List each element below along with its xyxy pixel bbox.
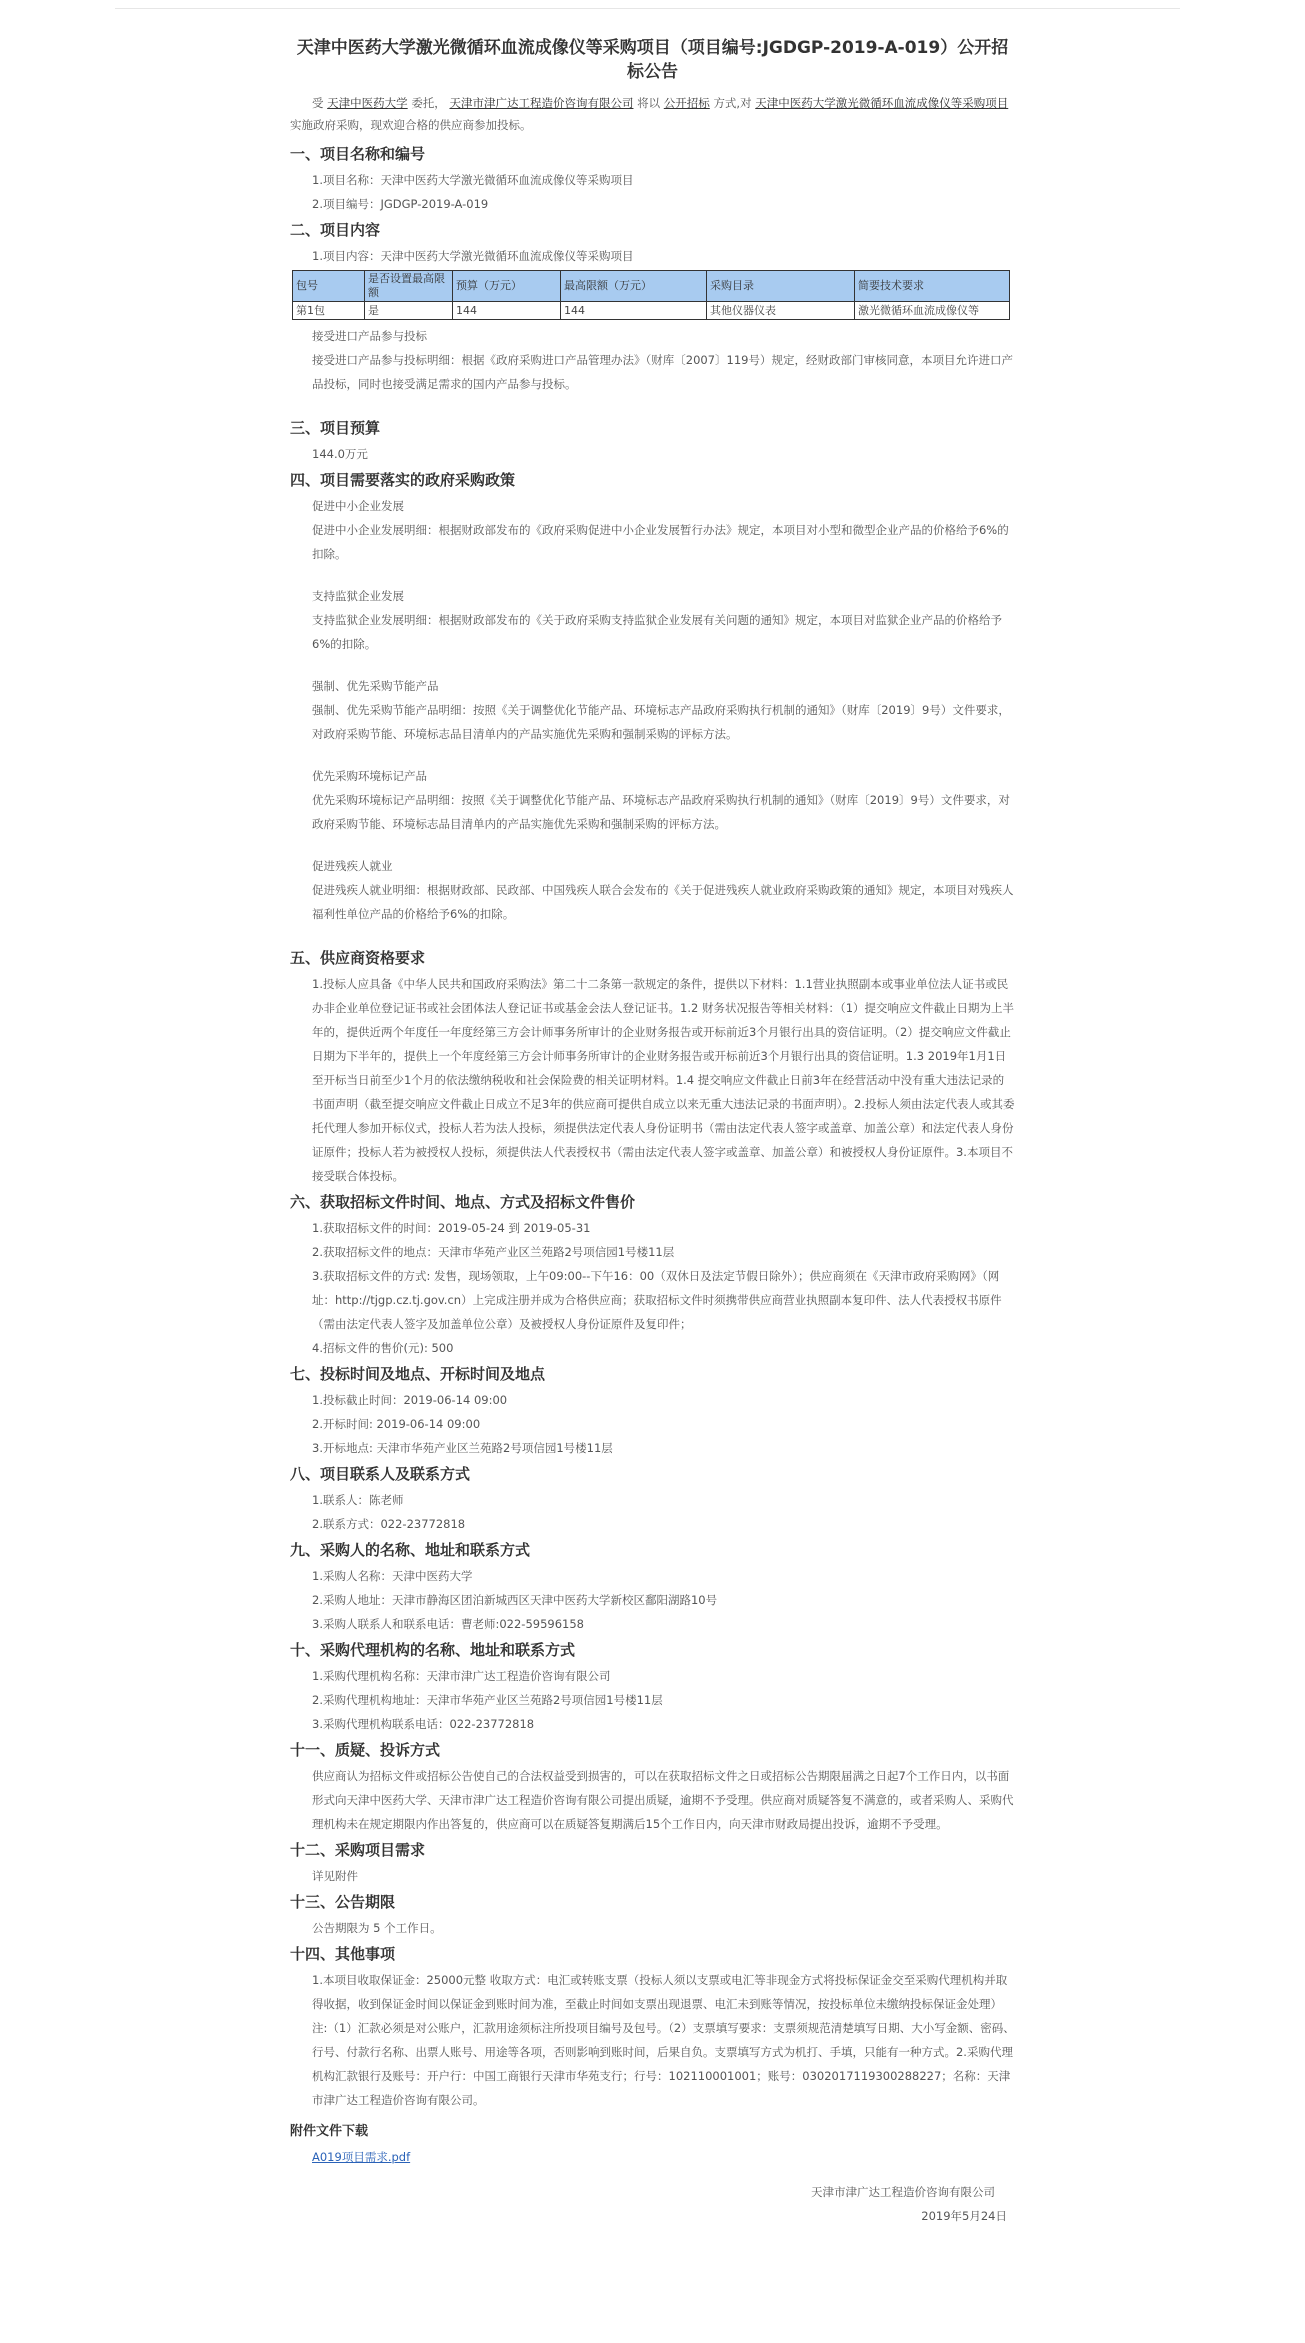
package-table	[292, 270, 1010, 320]
section-heading-6: 六、获取招标文件时间、地点、方式及招标文件售价	[290, 1193, 636, 1211]
complaint-paragraph: 供应商认为招标文件或招标公告使自己的合法权益受到损害的，可以在获取招标文件之日或招标公告期限届满之日起7个工作日内，以书面形式向天津中医药大学、天津市津广达工程造价咨询有限公司提出质疑，逾期不予受理。供应商对质疑答复不满意的，或者采购人、采购代理机构未在规定期限内作出答复的，供应商可以在质疑答复期满后15个工作日内，向天津市财政局提出投诉，逾期不予受理。	[312, 1769, 1014, 1831]
agency-phone-line: 3.采购代理机构联系电话：022-23772818	[312, 1717, 535, 1731]
table-header-row	[293, 271, 1010, 302]
table-header-cell: 采购目录	[707, 271, 855, 302]
table-header-cell: 最高限额（万元）	[561, 271, 707, 302]
import-policy-detail: 接受进口产品参与投标明细：根据《政府采购进口产品管理办法》（财库〔2007〕119号）规定，经财政部门审核同意，本项目允许进口产品投标，同时也接受满足需求的国内产品参与投标。	[312, 353, 1013, 391]
section-heading-7: 七、投标时间及地点、开标时间及地点	[290, 1365, 546, 1383]
policy-title: 支持监狱企业发展	[312, 589, 404, 603]
project-number-line: 2.项目编号：JGDGP-2019-A-019	[312, 197, 489, 211]
requirements-note: 详见附件	[312, 1869, 358, 1883]
policy-title: 强制、优先采购节能产品	[312, 679, 439, 693]
agency-name-line: 1.采购代理机构名称：天津市津广达工程造价咨询有限公司	[312, 1669, 611, 1683]
policy-title: 优先采购环境标记产品	[312, 769, 427, 783]
table-row	[293, 302, 1010, 320]
table-header-cell: 简要技术要求	[855, 271, 1010, 302]
table-header-cell: 是否设置最高限额	[365, 271, 453, 302]
qualification-requirements: 1.投标人应具备《中华人民共和国政府采购法》第二十二条第一款规定的条件，提供以下材料：1.1营业执照副本或事业单位法人证书或民办非企业单位登记证书或社会团体法人登记证书或基金会法人登记证书。1.2 财务状况报告等相关材料：（1）提交响应文件截止日期为上半年的，提供近两个年度任一年度经第三方会计师事务所审计的企业财务报告或开标前近3个月银行出具的资信证明。（2）提交响应文件截止日期为下半年的，提供上一个年度经第三方会计师事务所审计的企业财务报告或开标前近3个月银行出具的资信证明。1.3 2019年1月1日至开标当日前至少1个月的依法缴纳税收和社会保险费的相关证明材料。1.4 提交响应文件截止日前3年在经营活动中没有重大违法记录的书面声明（截至提交响应文件截止日成立不足3年的供应商可提供自成立以来无重大违法记录的书面声明）。2.投标人须由法定代表人或其委托代理人参加开标仪式，投标人若为法人投标，须提供法定代表人身份证明书（需由法定代表人签字或盖章、加盖公章）和法定代表人身份证原件；投标人若为被授权人投标，须提供法人代表授权书（需由法定代表人签字或盖章、加盖公章）和被授权人身份证原件。3.本项目不接受联合体投标。	[312, 977, 1015, 1183]
doc-place-line: 2.获取招标文件的地点：天津市华苑产业区兰苑路2号项信园1号楼11层	[312, 1245, 675, 1259]
top-divider	[115, 8, 1180, 9]
section-heading-11: 十一、质疑、投诉方式	[290, 1741, 441, 1759]
table-cell: 144	[561, 302, 707, 320]
doc-price-line: 4.招标文件的售价(元): 500	[312, 1341, 454, 1355]
attachment-heading: 附件文件下载	[290, 2124, 369, 2139]
table-cell: 第1包	[293, 302, 365, 320]
import-policy-title: 接受进口产品参与投标	[312, 329, 427, 343]
table-cell: 144	[453, 302, 561, 320]
notice-period: 公告期限为 5 个工作日。	[312, 1921, 442, 1935]
buyer-contact-line: 3.采购人联系人和联系电话：曹老师:022-59596158	[312, 1617, 584, 1631]
policy-detail: 促进残疾人就业明细：根据财政部、民政部、中国残疾人联合会发布的《关于促进残疾人就业政府采购政策的通知》规定，本项目对残疾人福利性单位产品的价格给予6%的扣除。	[312, 883, 1014, 921]
opening-place-line: 3.开标地点: 天津市华苑产业区兰苑路2号项信园1号楼11层	[312, 1441, 613, 1455]
buyer-name-line: 1.采购人名称：天津中医药大学	[312, 1569, 473, 1583]
section-heading-9: 九、采购人的名称、地址和联系方式	[290, 1541, 531, 1559]
notice-document	[290, 36, 1015, 2228]
section-heading-1: 一、项目名称和编号	[290, 145, 426, 163]
procurement-method: 公开招标	[663, 96, 710, 110]
project-name-line: 1.项目名称：天津中医药大学激光微循环血流成像仪等采购项目	[312, 173, 634, 187]
contact-phone-line: 2.联系方式：022-23772818	[312, 1517, 466, 1531]
section-heading-12: 十二、采购项目需求	[290, 1841, 426, 1859]
policy-detail: 优先采购环境标记产品明细：按照《关于调整优化节能产品、环境标志产品政府采购执行机制的通知》（财库〔2019〕9号）文件要求，对政府采购节能、环境标志品目清单内的产品实施优先采购和强制采购的评标方法。	[312, 793, 1010, 831]
buyer-address-line: 2.采购人地址：天津市静海区团泊新城西区天津中医药大学新校区鄱阳湖路10号	[312, 1593, 718, 1607]
project-content-line: 1.项目内容：天津中医药大学激光微循环血流成像仪等采购项目	[312, 249, 634, 263]
policy-title: 促进残疾人就业	[312, 859, 393, 873]
other-matters-paragraph: 1.本项目收取保证金：25000元整 收取方式：电汇或转账支票（投标人须以支票或电汇等非现金方式将投标保证金交至采购代理机构并取得收据，收到保证金时间以保证金到账时间为准，至截止时间如支票出现退票、电汇未到账等情况，按投标单位未缴纳投标保证金处理）注:（1）汇款必须是对公账户，汇款用途须标注所投项目编号及包号。（2）支票填写要求：支票须规范清楚填写日期、大小写金额、密码、行号、付款行名称、出票人账号、用途等各项，否则影响到账时间，后果自负。支票填写方式为机打、手填，只能有一种方式。2.采购代理机构汇款银行及账号：开户行：中国工商银行天津市华苑支行；行号：102110001001；账号：0302017119300288227；名称：天津市津广达工程造价咨询有限公司。	[312, 1973, 1015, 2107]
section-heading-13: 十三、公告期限	[290, 1893, 396, 1911]
attachment-download-link[interactable]: A019项目需求.pdf	[312, 2150, 411, 2164]
table-header-cell: 预算（万元）	[453, 271, 561, 302]
intro-paragraph: 受 天津中医药大学 委托， 天津市津广达工程造价咨询有限公司 将以 公开招标 方式,对 天津中医药大学激光微循环血流成像仪等采购项目 实施政府采购，现欢迎合格的供应商参加投标。	[290, 96, 1009, 132]
section-heading-3: 三、项目预算	[290, 419, 381, 437]
section-heading-10: 十、采购代理机构的名称、地址和联系方式	[290, 1641, 576, 1659]
section-heading-2: 二、项目内容	[290, 221, 381, 239]
buyer-name: 天津中医药大学	[327, 96, 408, 110]
table-cell: 激光微循环血流成像仪等	[855, 302, 1010, 320]
section-heading-8: 八、项目联系人及联系方式	[290, 1465, 471, 1483]
agency-address-line: 2.采购代理机构地址：天津市华苑产业区兰苑路2号项信园1号楼11层	[312, 1693, 663, 1707]
signature-date: 2019年5月24日	[921, 2209, 1007, 2223]
policy-detail: 支持监狱企业发展明细：根据财政部发布的《关于政府采购支持监狱企业发展有关问题的通知》规定，本项目对监狱企业产品的价格给予6%的扣除。	[312, 613, 1002, 651]
doc-time-line: 1.获取招标文件的时间：2019-05-24 到 2019-05-31	[312, 1221, 591, 1235]
opening-time-line: 2.开标时间: 2019-06-14 09:00	[312, 1417, 481, 1431]
policy-detail: 促进中小企业发展明细：根据财政部发布的《政府采购促进中小企业发展暂行办法》规定，本项目对小型和微型企业产品的价格给予6%的扣除。	[312, 523, 1009, 561]
budget-value: 144.0万元	[312, 447, 368, 461]
table-cell: 是	[365, 302, 453, 320]
section-heading-4: 四、项目需要落实的政府采购政策	[290, 471, 516, 489]
notice-title: 天津中医药大学激光微循环血流成像仪等采购项目（项目编号:JGDGP-2019-A-019）公开招标公告	[296, 38, 1009, 82]
bid-deadline-line: 1.投标截止时间：2019-06-14 09:00	[312, 1393, 508, 1407]
section-heading-14: 十四、其他事项	[290, 1945, 396, 1963]
agency-name: 天津市津广达工程造价咨询有限公司	[449, 96, 634, 110]
table-cell: 其他仪器仪表	[707, 302, 855, 320]
table-header-cell: 包号	[293, 271, 365, 302]
policy-detail: 强制、优先采购节能产品明细：按照《关于调整优化节能产品、环境标志产品政府采购执行机制的通知》（财库〔2019〕9号）文件要求，对政府采购节能、环境标志品目清单内的产品实施优先采购和强制采购的评标方法。	[312, 703, 1010, 741]
doc-method-line: 3.获取招标文件的方式: 发售，现场领取，上午09:00--下午16：00（双休日及法定节假日除外）；供应商须在《天津市政府采购网》（网址：http://tjgp.cz.tj.gov.cn）上完成注册并成为合格供应商；获取招标文件时须携带供应商营业执照副本复印件、法人代表授权书原件（需由法定代表人签字及加盖单位公章）及被授权人身份证原件及复印件；	[312, 1269, 1002, 1331]
signature-org: 天津市津广达工程造价咨询有限公司	[811, 2185, 995, 2199]
project-name: 天津中医药大学激光微循环血流成像仪等采购项目	[755, 96, 1009, 110]
contact-person-line: 1.联系人：陈老师	[312, 1493, 404, 1507]
policy-title: 促进中小企业发展	[312, 499, 404, 513]
section-heading-5: 五、供应商资格要求	[290, 949, 426, 967]
